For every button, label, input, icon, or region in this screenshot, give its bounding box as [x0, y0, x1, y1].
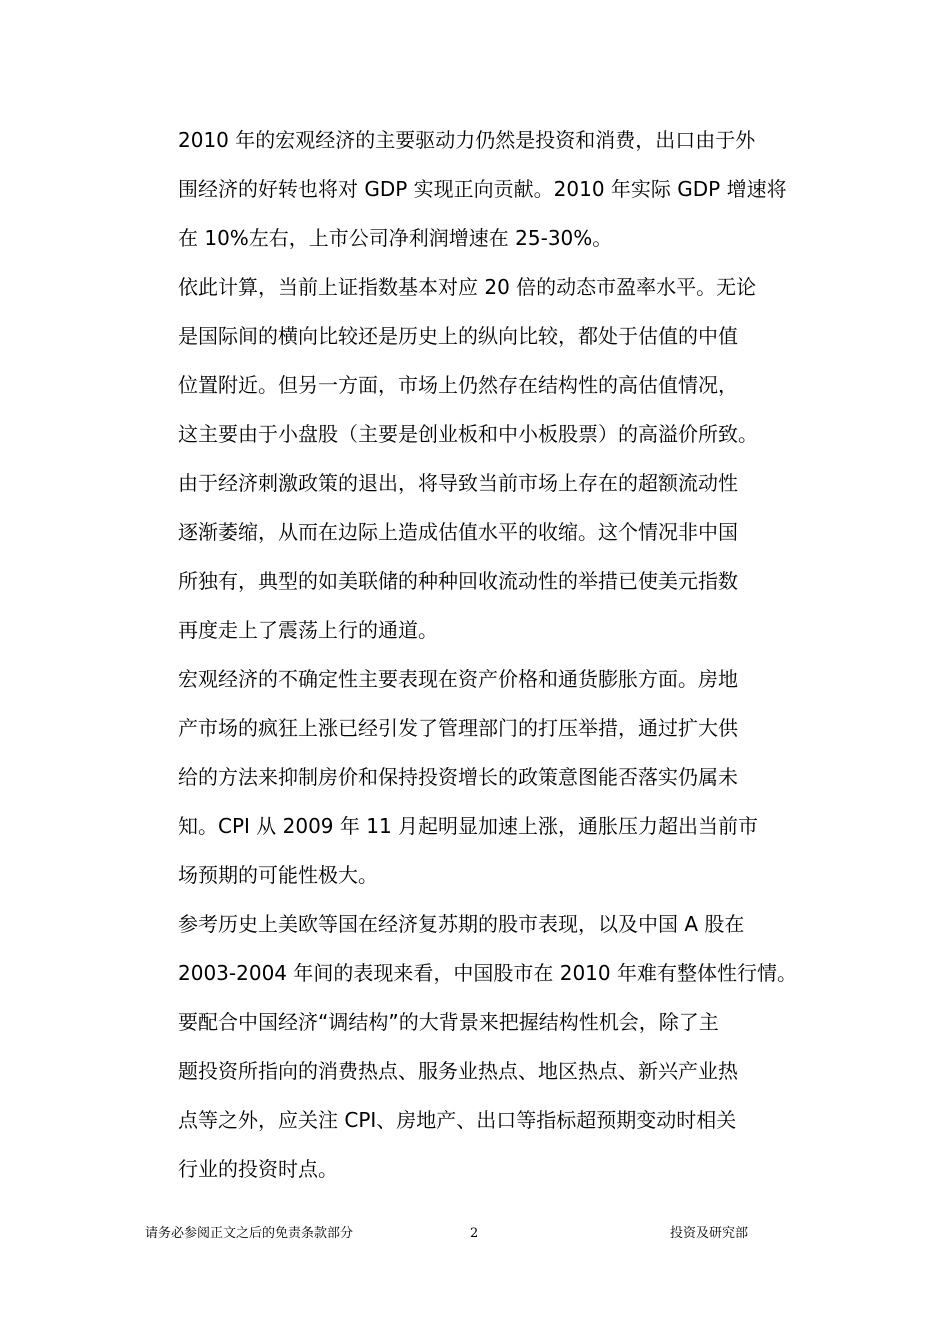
text-line: 要配合中国经济“调结构”的大背景来把握结构性机会，除了主	[178, 1010, 719, 1034]
text-line: 给的方法来抑制房价和保持投资增长的政策意图能否落实仍属未	[178, 765, 738, 789]
text-line: 依此计算，当前上证指数基本对应 20 倍的动态市盈率水平。无论	[178, 275, 757, 299]
text-line: 产市场的疯狂上涨已经引发了管理部门的打压举措，通过扩大供	[178, 716, 738, 740]
footer-disclaimer: 请务必参阅正文之后的免责条款部分	[145, 1226, 354, 1241]
text-line: 2010 年的宏观经济的主要驱动力仍然是投资和消费，出口由于外	[178, 128, 756, 152]
text-line: 位置附近。但另一方面，市场上仍然存在结构性的高估值情况，	[178, 373, 738, 397]
page-number: 2	[470, 1226, 479, 1241]
text-line: 知。CPI 从 2009 年 11 月起明显加速上涨，通胀压力超出当前市	[178, 814, 759, 838]
text-line: 2003-2004 年间的表现来看，中国股市在 2010 年难有整体性行情。	[178, 961, 797, 985]
text-line: 题投资所指向的消费热点、服务业热点、地区热点、新兴产业热	[178, 1059, 738, 1083]
text-line: 在 10%左右，上市公司净利润增速在 25-30%。	[178, 226, 613, 250]
text-line: 是国际间的横向比较还是历史上的纵向比较，都处于估值的中值	[178, 324, 738, 348]
text-line: 行业的投资时点。	[178, 1157, 338, 1181]
text-line: 由于经济刺激政策的退出，将导致当前市场上存在的超额流动性	[178, 471, 738, 495]
text-line: 再度走上了震荡上行的通道。	[178, 618, 438, 642]
text-line: 参考历史上美欧等国在经济复苏期的股市表现，以及中国 A 股在	[178, 912, 745, 936]
text-line: 场预期的可能性极大。	[178, 863, 378, 887]
text-line: 宏观经济的不确定性主要表现在资产价格和通货膨胀方面。房地	[178, 667, 738, 691]
text-line: 这主要由于小盘股（主要是创业板和中小板股票）的高溢价所致。	[178, 422, 758, 446]
text-line: 点等之外，应关注 CPI、房地产、出口等指标超预期变动时相关	[178, 1108, 737, 1132]
text-line: 围经济的好转也将对 GDP 实现正向贡献。2010 年实际 GDP 增速将	[178, 177, 787, 201]
footer-department: 投资及研究部	[670, 1226, 749, 1241]
document-body	[178, 116, 938, 1194]
page-footer	[0, 1222, 950, 1246]
text-line: 所独有，典型的如美联储的种种回收流动性的举措已使美元指数	[178, 569, 738, 593]
text-line: 逐渐萎缩，从而在边际上造成估值水平的收缩。这个情况非中国	[178, 520, 738, 544]
